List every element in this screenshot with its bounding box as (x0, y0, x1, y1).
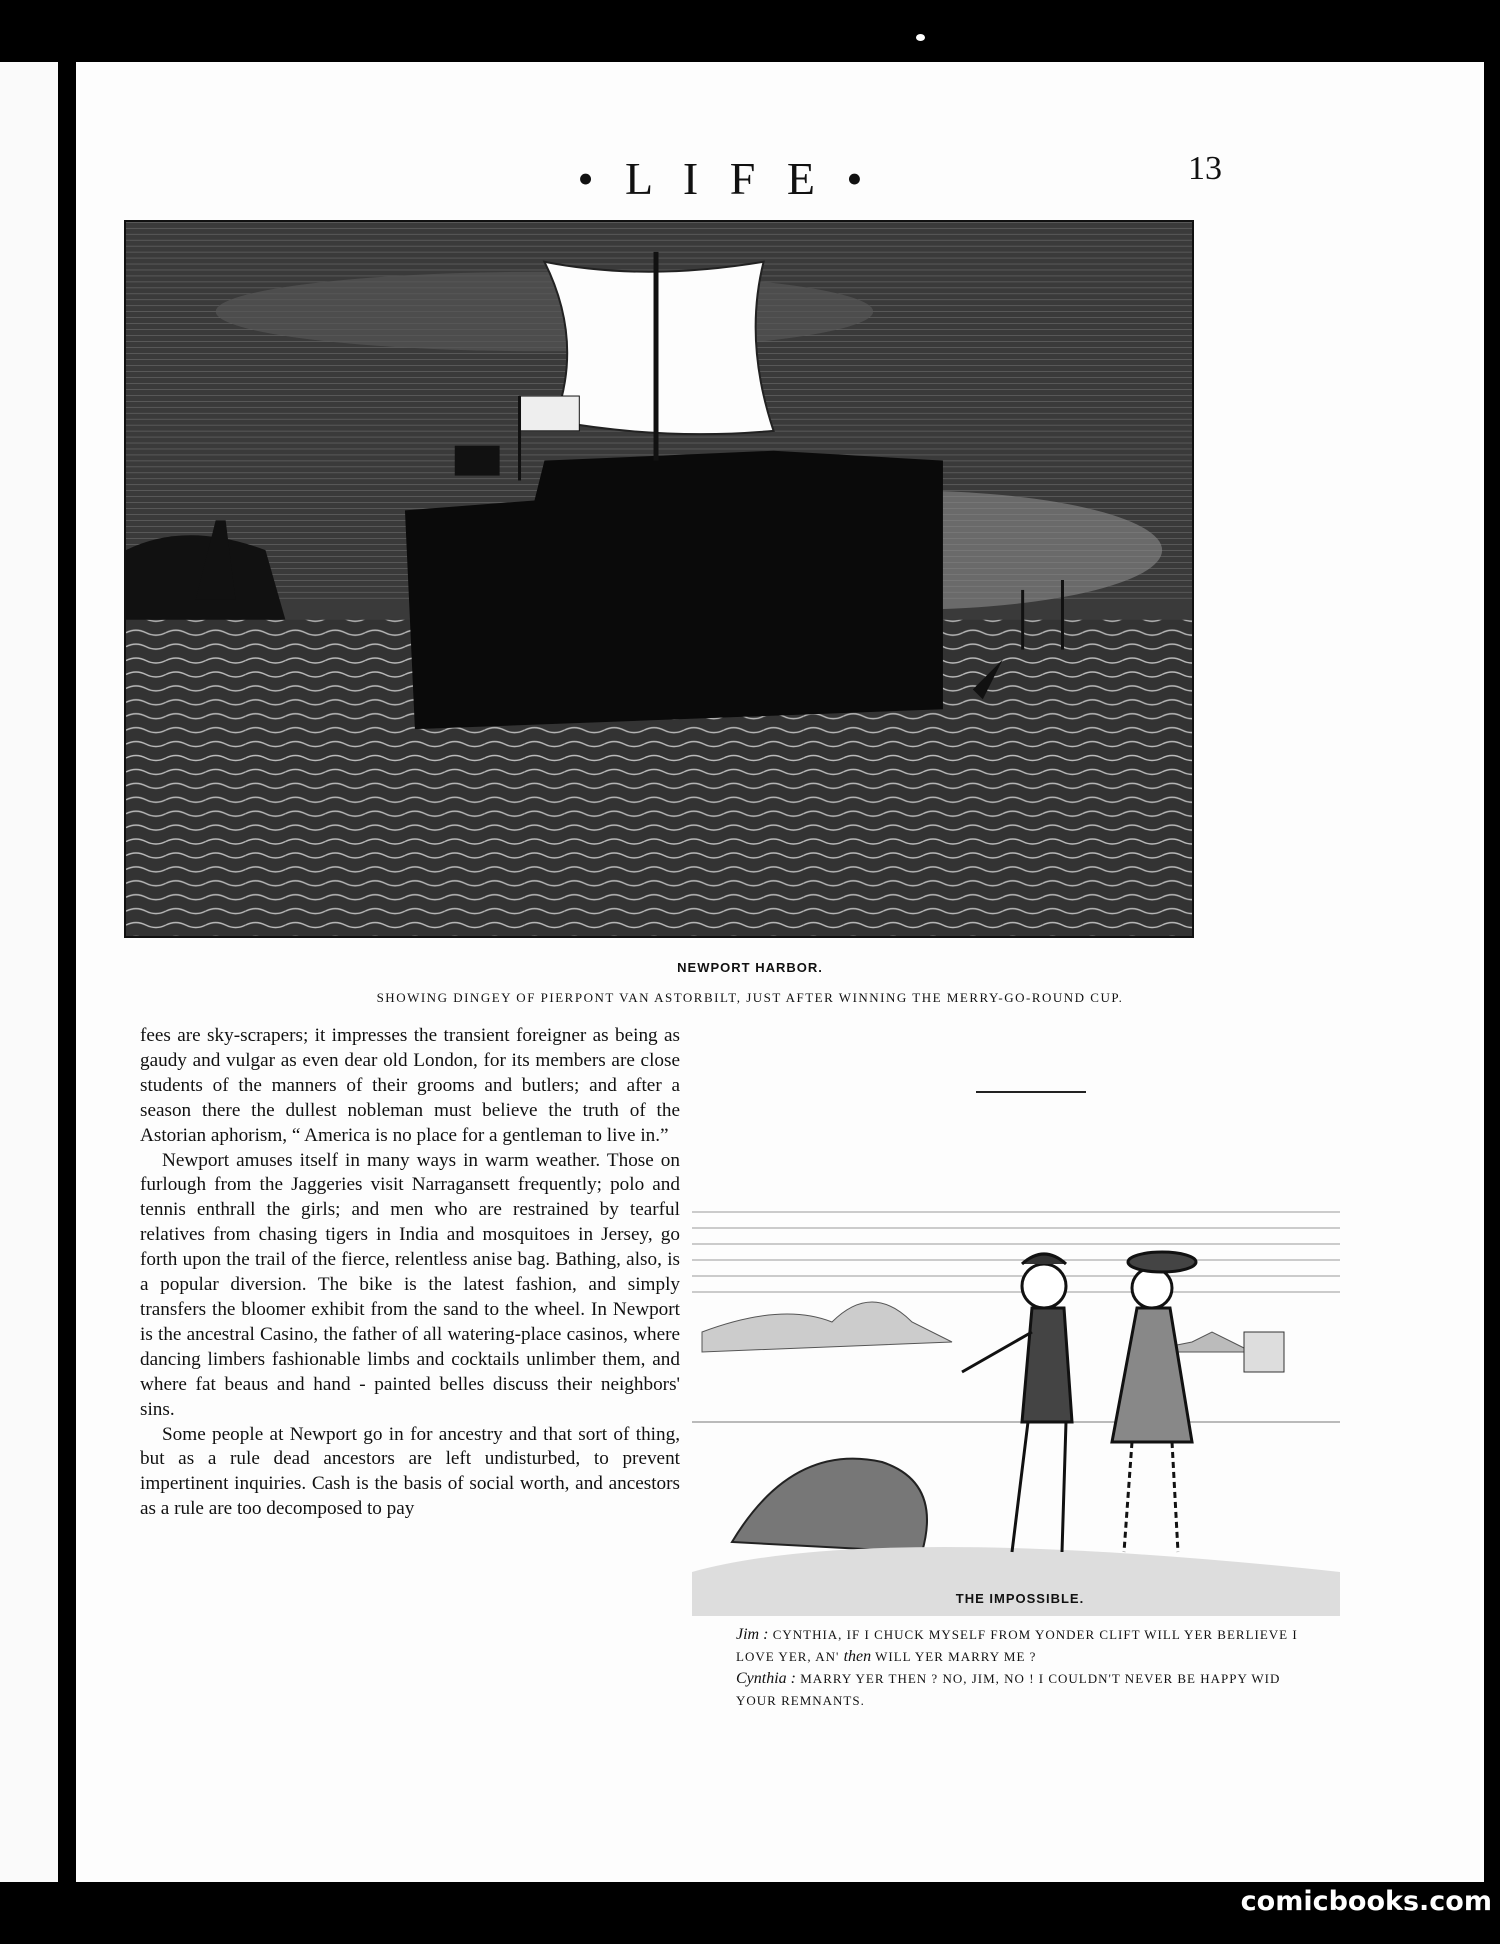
article-body (140, 1024, 680, 1522)
page-number: 13 (1188, 150, 1222, 187)
speaker-cynthia: Cynthia : (736, 1670, 796, 1687)
masthead: • L I F E • (577, 153, 873, 204)
cartoon-dialogue (708, 1624, 1300, 1712)
couple-cartoon (692, 1192, 1340, 1616)
dialogue-jim-text-a: CYNTHIA, IF I CHUCK MYSELF FROM YONDER CLIFT WILL YER BERLIEVE I LOVE YER, AN' (736, 1627, 1298, 1664)
facing-page-edge (0, 62, 60, 1882)
source-watermark: comicbooks.com (1240, 1886, 1492, 1917)
article-paragraph-3: Some people at Newport go in for ancestry and that sort of thing, but as a rule dead ancestors are left undisturbed, to prevent impertinent inquiries. Cash is the basis of social worth, and ancestors as a rule are too decomposed to pay (140, 1423, 680, 1520)
page-border (72, 62, 76, 1882)
dialogue-jim-text-b: WILL YER MARRY ME ? (875, 1649, 1037, 1664)
illustration-subtitle: SHOWING DINGEY OF PIERPONT VAN ASTORBILT, JUST AFTER WINNING THE MERRY-GO-ROUND CUP. (376, 990, 1124, 1005)
ship-engraving (124, 220, 1194, 938)
article-paragraph-2: Newport amuses itself in many ways in warm weather. Those on furlough from the Jaggeries visit Narragansett frequently; polo and tennis enthrall the girls; and men who are restrained by tearful relatives from chasing tigers in India and mosquitoes in Jersey, go forth upon the trail of the fierce, relentless anise bag. Bathing, also, is a popular diversion. The bike is the latest fashion, and simply transfers the bloomer exhibit from the sand to the wheel. In Newport is the ancestral Casino, the father of all watering-place casinos, where dancing limbers fashionable limbs and cocktails unlimber them, and where fat beaus and hand - painted belles discuss their neighbors' sins. (140, 1149, 680, 1420)
couple-cartoon-icon (692, 1192, 1340, 1616)
illustration-title: NEWPORT HARBOR. (677, 960, 823, 975)
article-paragraph-1: fees are sky-scrapers; it impresses the transient foreigner as being as gaudy and vulgar as even dear old London, for its members are close students of the manners of their grooms and butlers; and after a season there the dullest nobleman must believe the truth of the Astorian aphorism, “ America is no place for a gentleman to live in.” (140, 1025, 680, 1146)
dialogue-line-jim (708, 1624, 1300, 1668)
dialogue-jim-emphasis: then (843, 1648, 872, 1665)
dialogue-cynthia-text: MARRY YER THEN ? NO, JIM, NO ! I COULDN'T NEVER BE HAPPY WID YOUR REMNANTS. (736, 1671, 1281, 1708)
section-divider (976, 1091, 1086, 1093)
ship-engraving-icon (126, 222, 1192, 936)
dialogue-line-cynthia (708, 1668, 1300, 1712)
cartoon-title: THE IMPOSSIBLE. (955, 1591, 1085, 1606)
speaker-jim: Jim : (736, 1626, 769, 1643)
scan-mark (916, 34, 925, 41)
